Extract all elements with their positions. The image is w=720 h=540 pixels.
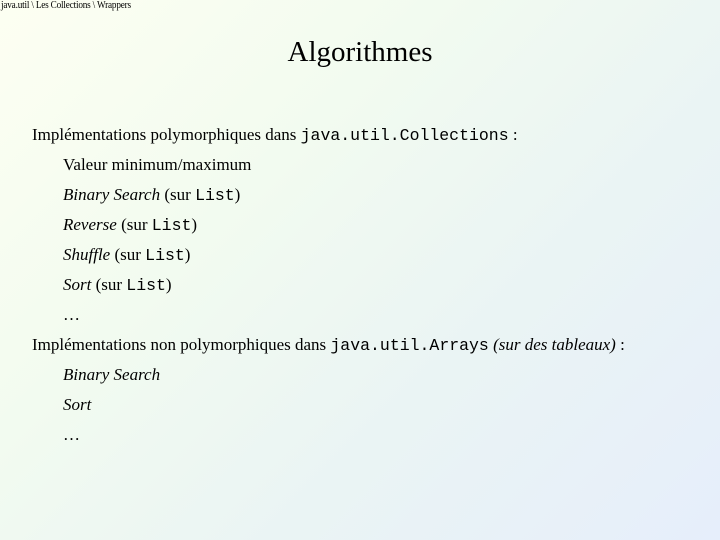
slide-content [32,120,712,450]
list-item [32,420,712,450]
list-item [32,390,712,420]
algorithm-name: Binary Search [63,185,161,204]
heading-text: Implémentations polymorphiques dans [32,125,301,144]
code-list: List [195,186,235,205]
list-item [32,180,712,210]
section-non-polymorphic-heading [32,330,712,360]
algorithm-name: Sort [63,275,92,294]
section-polymorphic-heading [32,120,712,150]
slide-title: Algorithmes [287,36,433,68]
breadcrumb: java.util \ Les Collections \ Wrappers [1,0,131,11]
code-list: List [151,216,192,235]
heading-colon: : [508,125,518,144]
list-item [32,150,712,180]
code-arrays: java.util.Arrays [330,336,489,355]
heading-note: (sur des tableaux) [488,335,616,354]
item-paren-open: (sur [160,185,196,204]
heading-colon: : [615,335,625,354]
algorithm-name: Binary Search [63,365,161,384]
algorithm-name: Sort [63,395,92,414]
item-paren-close: ) [191,215,198,234]
list-item [32,240,712,270]
list-item [32,270,712,300]
item-paren-open: (sur [110,245,146,264]
item-paren-close: ) [234,185,241,204]
ellipsis: … [63,425,80,444]
ellipsis: … [63,305,80,324]
list-item [32,210,712,240]
heading-text: Implémentations non polymorphiques dans [32,335,331,354]
item-label: Valeur minimum/maximum [63,155,252,174]
code-list: List [126,276,166,295]
item-paren-close: ) [165,275,172,294]
algorithm-name: Shuffle [63,245,111,264]
item-paren-open: (sur [116,215,152,234]
code-list: List [145,246,185,265]
item-paren-close: ) [184,245,191,264]
list-item [32,300,712,330]
code-collections: java.util.Collections [300,126,509,145]
item-paren-open: (sur [91,275,127,294]
algorithm-name: Reverse [63,215,117,234]
list-item [32,360,712,390]
